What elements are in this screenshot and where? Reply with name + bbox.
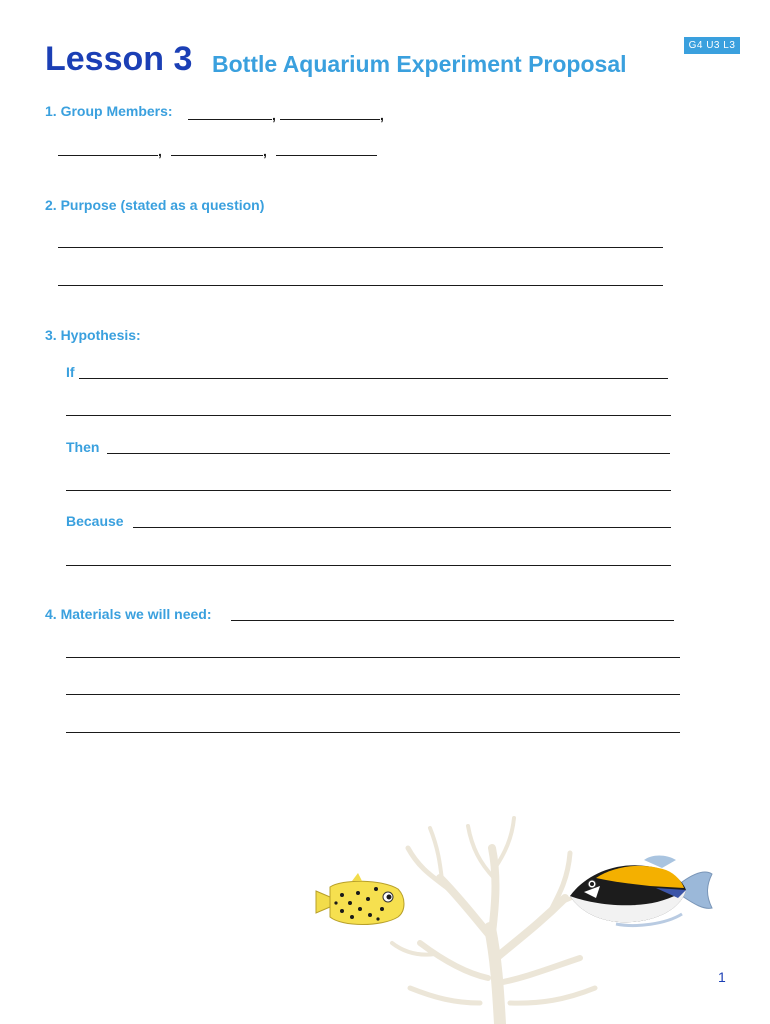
- lesson-code-badge: G4 U3 L3: [684, 37, 740, 54]
- worksheet-title: Bottle Aquarium Experiment Proposal: [212, 51, 627, 77]
- hypothesis-heading: 3. Hypothesis:: [45, 327, 141, 343]
- boxfish-illustration: [312, 873, 408, 929]
- triggerfish-illustration: [566, 852, 716, 928]
- page-number: 1: [718, 969, 726, 985]
- comma: ,: [158, 143, 162, 159]
- materials-line-1[interactable]: [231, 620, 674, 621]
- materials-line-2[interactable]: [66, 657, 680, 658]
- purpose-line-1[interactable]: [58, 247, 663, 248]
- member-line-5[interactable]: [276, 155, 377, 156]
- group-members-heading: 1. Group Members:: [45, 103, 173, 119]
- because-label: Because: [66, 513, 124, 529]
- member-line-1[interactable]: [188, 119, 272, 120]
- purpose-line-2[interactable]: [58, 285, 663, 286]
- member-line-2[interactable]: [280, 119, 380, 120]
- because-line-1[interactable]: [133, 527, 671, 528]
- if-line-1[interactable]: [79, 378, 668, 379]
- purpose-heading: 2. Purpose (stated as a question): [45, 197, 265, 213]
- then-label: Then: [66, 439, 100, 455]
- comma: ,: [263, 143, 267, 159]
- member-line-3[interactable]: [58, 155, 158, 156]
- comma: ,: [272, 107, 276, 123]
- then-line-2[interactable]: [66, 490, 671, 491]
- then-line-1[interactable]: [107, 453, 670, 454]
- member-line-4[interactable]: [171, 155, 263, 156]
- if-label: If: [66, 364, 75, 380]
- comma: ,: [380, 107, 384, 123]
- materials-line-3[interactable]: [66, 694, 680, 695]
- materials-line-4[interactable]: [66, 732, 680, 733]
- if-line-2[interactable]: [66, 415, 671, 416]
- because-line-2[interactable]: [66, 565, 671, 566]
- lesson-title: Lesson 3: [45, 40, 193, 78]
- materials-heading: 4. Materials we will need:: [45, 606, 212, 622]
